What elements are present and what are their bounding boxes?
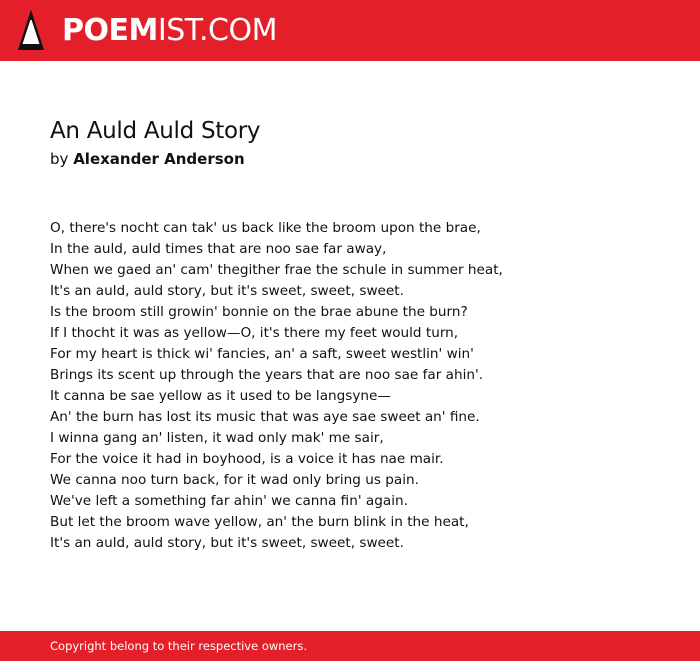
poem-line: But let the broom wave yellow, an' the burn blink in the heat, xyxy=(50,514,469,530)
poem-byline xyxy=(50,149,245,169)
site-footer xyxy=(0,631,700,661)
poem-line: I winna gang an' listen, it wad only mak' me sair, xyxy=(50,430,384,446)
poem-line: For the voice it had in boyhood, is a voice it has nae mair. xyxy=(50,451,444,467)
poem-line: It's an auld, auld story, but it's sweet, sweet, sweet. xyxy=(50,283,404,299)
pencil-tip-icon[interactable] xyxy=(18,10,44,52)
poem-line: When we gaed an' cam' thegither frae the schule in summer heat, xyxy=(50,262,503,278)
poem-line: Brings its scent up through the years that are noo sae far ahin'. xyxy=(50,367,484,383)
site-header xyxy=(0,0,700,61)
poem-line: Is the broom still growin' bonnie on the brae abune the burn? xyxy=(50,304,468,320)
byline-prefix: by xyxy=(50,150,69,168)
poem-author: Alexander Anderson xyxy=(73,150,245,168)
poem-title: An Auld Auld Story xyxy=(50,118,261,144)
poem-line: If I thocht it was as yellow—O, it's there my feet would turn, xyxy=(50,325,459,341)
poem-line: For my heart is thick wi' fancies, an' a saft, sweet westlin' win' xyxy=(50,346,474,362)
site-logo[interactable] xyxy=(62,11,277,51)
poem-line: We canna noo turn back, for it wad only bring us pain. xyxy=(50,472,419,488)
logo-light-text: IST.COM xyxy=(157,13,277,48)
poem-line: We've left a something far ahin' we canna fin' again. xyxy=(50,493,408,509)
copyright-notice: Copyright belong to their respective owners. xyxy=(50,639,308,653)
poem-line: It canna be sae yellow as it used to be langsyne— xyxy=(50,388,391,404)
poem-line: In the auld, auld times that are noo sae far away, xyxy=(50,241,387,257)
poem-line: It's an auld, auld story, but it's sweet, sweet, sweet. xyxy=(50,535,404,551)
logo-bold-text: POEM xyxy=(62,13,158,48)
poem-line: An' the burn has lost its music that was aye sae sweet an' fine. xyxy=(50,409,480,425)
poem-body xyxy=(50,218,670,554)
poem-line: O, there's nocht can tak' us back like the broom upon the brae, xyxy=(50,220,481,236)
